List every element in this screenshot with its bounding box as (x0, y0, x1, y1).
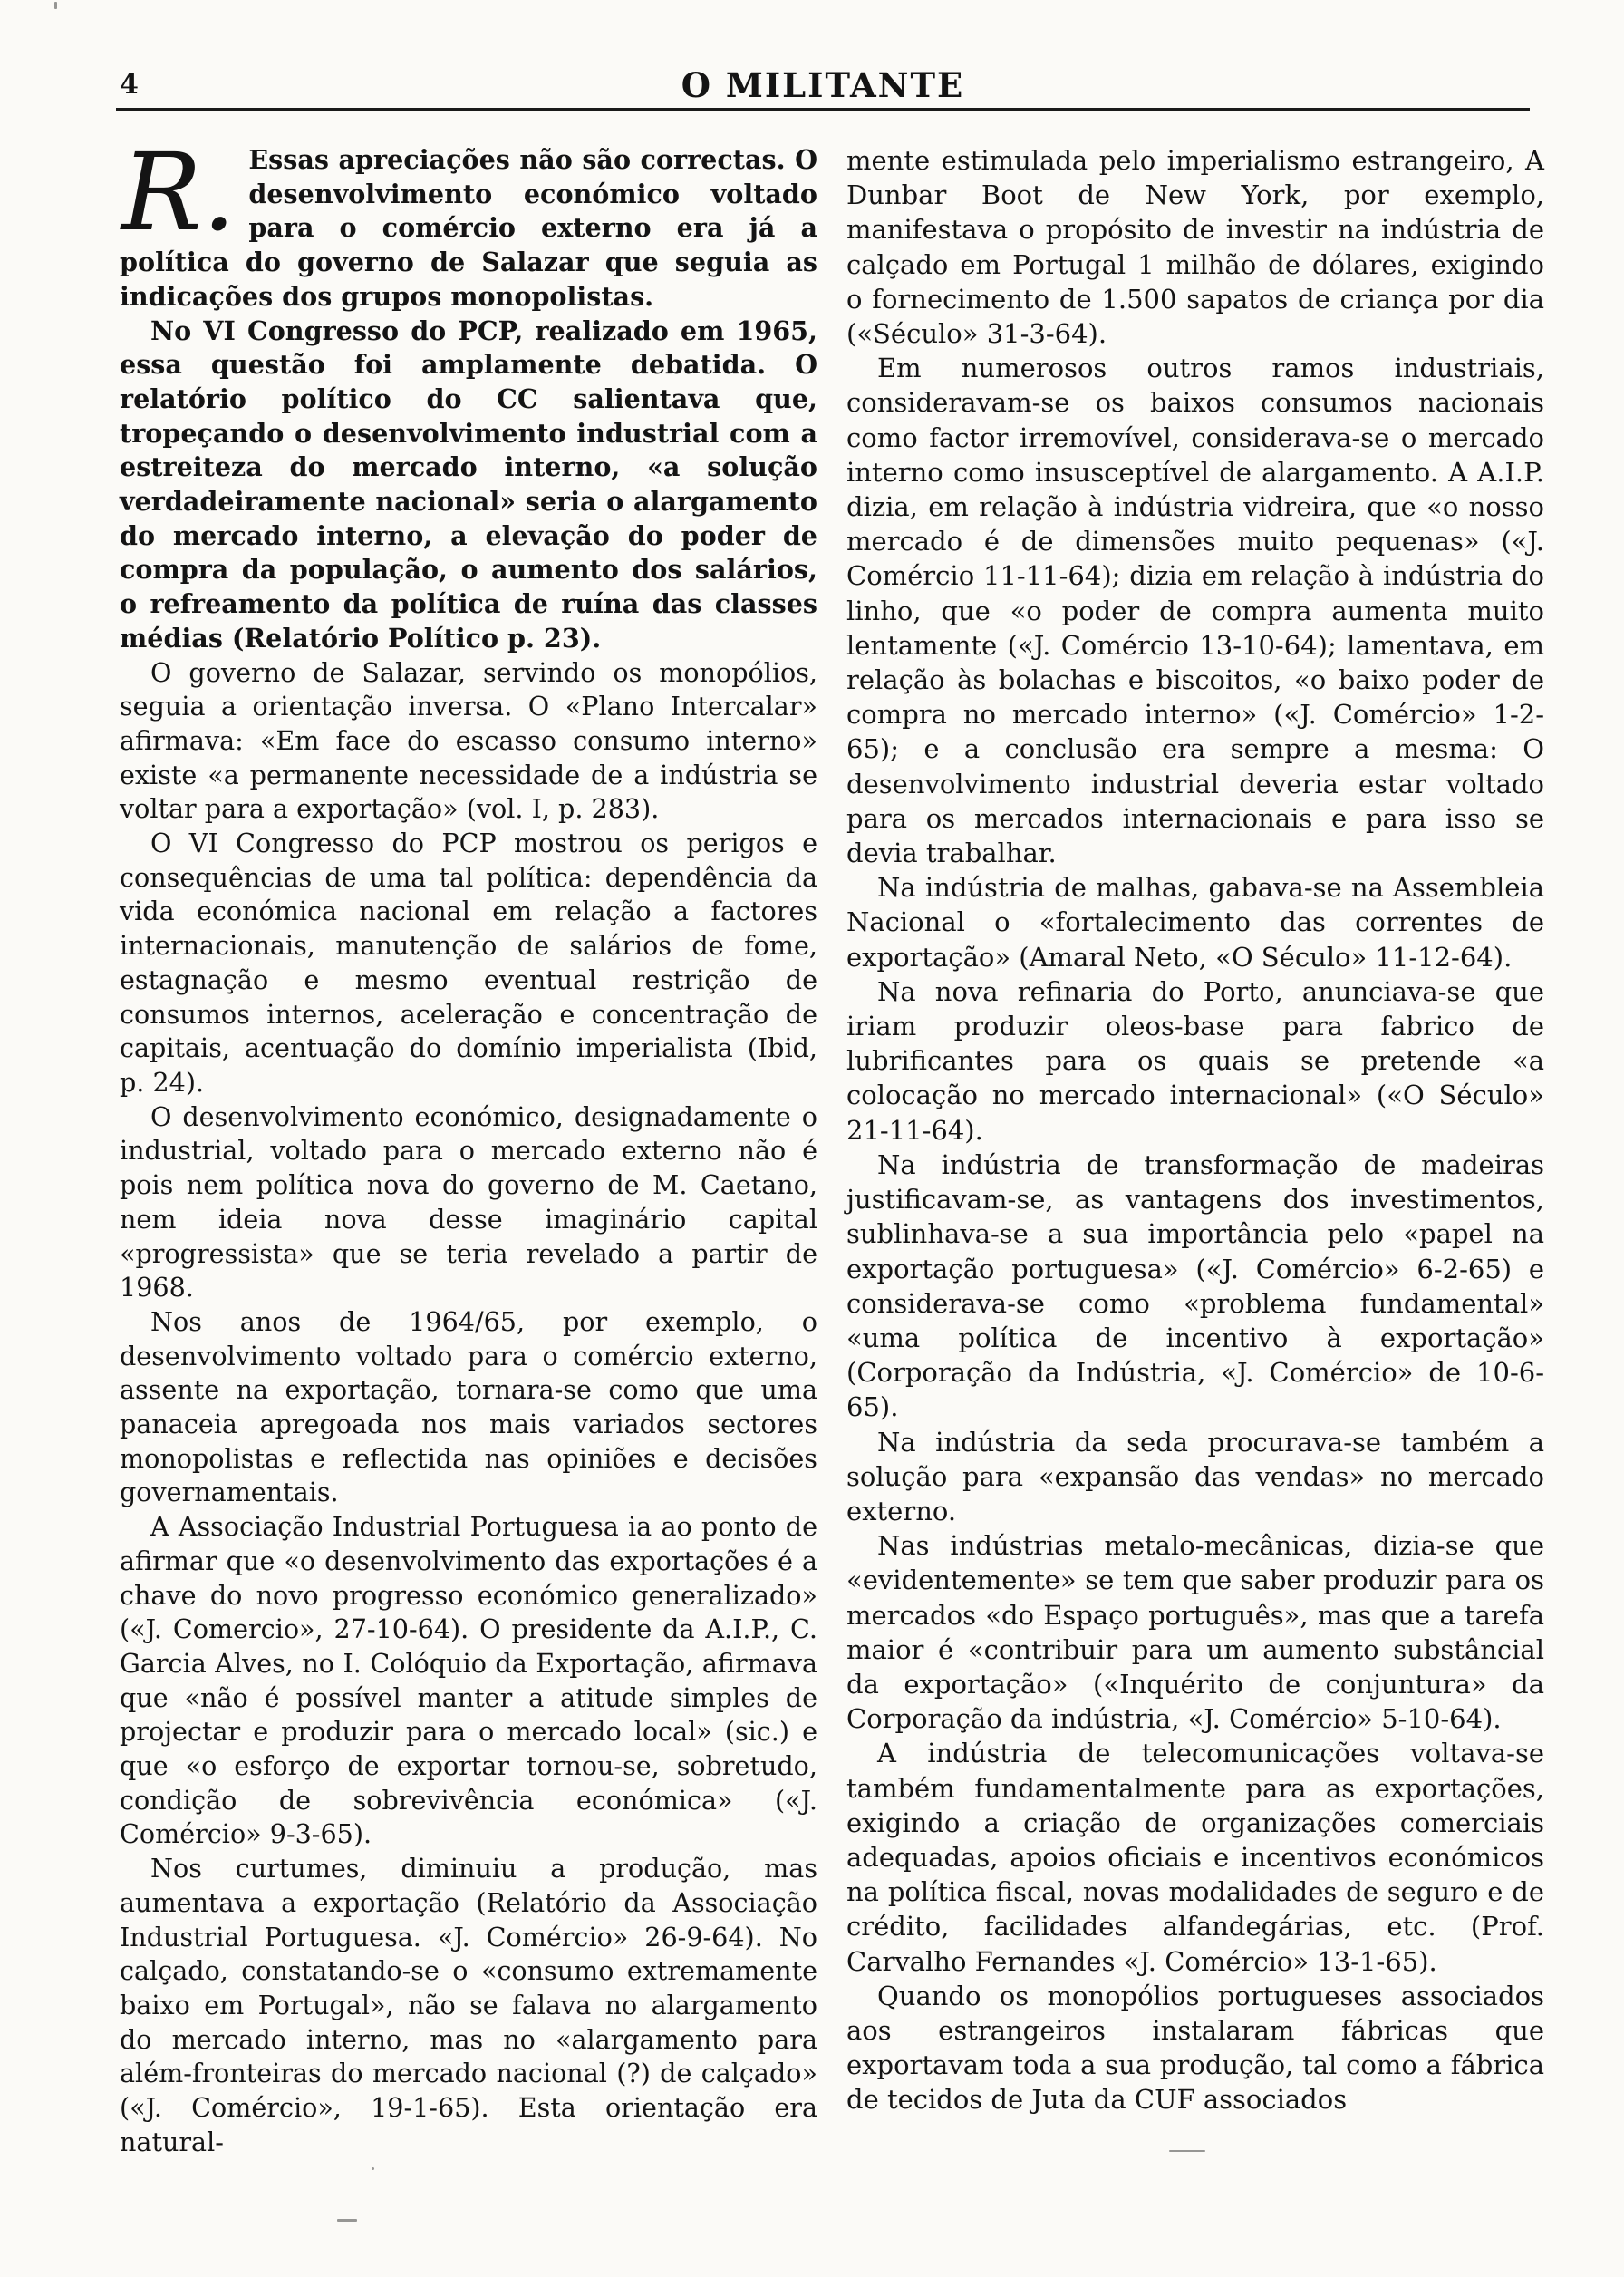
paragraph: Nos curtumes, diminuiu a produção, mas aumentava a exportação (Relatório da Associação Industrial Portuguesa. «J. Comércio» 26-9-64). No calçado, constatando-se o «consumo extremamente baixo em Portugal», não se falava no alargamento do mercado interno, mas no «alargamento para além-fronteiras do mercado nacional (?) de calçado» («J. Comércio», 19-1-65). Esta orientação era natural- (120, 1853, 817, 2157)
right-column (846, 143, 1544, 2117)
print-speck (337, 2219, 357, 2222)
paragraph: Na indústria de malhas, gabava-se na Assembleia Nacional o «fortalecimento das correntes de exportação» (Amaral Neto, «O Século» 11-12-64). (846, 872, 1544, 973)
paragraph: Na nova refinaria do Porto, anunciava-se que iriam produzir oleos-base para fabrico de lubrificantes para os quais se pretende «a colocação no mercado internacional» («O Século» 21-11-64). (846, 975, 1544, 1146)
paragraph: Nas indústrias metalo-mecânicas, dizia-se que «evidentemente» se tem que saber produzir para os mercados «do Espaço português», mas que a tarefa maior é «contribuir para um aumento substâncial da exportação» («Inquérito de conjuntura» da Corporação da indústria, «J. Comércio» 5-10-64). (846, 1530, 1544, 1735)
paragraph-text: Essas apreciações não são correctas. O desenvolvimento económico voltado para o comércio externo era já a política do governo de Salazar que seguia as indicações dos grupos monopolistas. (120, 144, 817, 312)
drop-cap: R. (121, 130, 237, 255)
left-column (120, 130, 817, 2159)
paragraph: Na indústria de transformação de madeiras justificavam-se, as vantagens dos investimentos, sublinhava-se a sua importância pelo «papel na exportação portuguesa» («J. Comércio» 6-2-65) e considerava-se como «problema fundamental» «uma política de incentivo à exportação» (Corporação da Indústria, «J. Comércio» de 10-6-65). (846, 1148, 1544, 1423)
paragraph: Quando os monopólios portugueses associados aos estrangeiros instalaram fábricas que exportavam toda a sua produção, tal como a fábrica de tecidos de Juta da CUF associados (846, 1980, 1544, 2116)
print-speck (1169, 2150, 1205, 2152)
paragraph (120, 130, 817, 315)
header-rule (116, 108, 1530, 111)
paragraph: mente estimulada pelo imperialismo estrangeiro, A Dunbar Boot de New York, por exemplo, manifestava o propósito de investir na indústria de calçado em Portugal 1 milhão de dólares, exigindo o fornecimento de 1.500 sapatos de criança por dia («Século» 31-3-64). (846, 145, 1544, 350)
paragraph: O VI Congresso do PCP mostrou os perigos e consequências de uma tal política: dependência da vida económica nacional em relação a factores internacionais, manutenção de salários de fome, estagnação e mesmo eventual restrição de consumos internos, aceleração e concentração de capitais, acentuação do domínio imperialista (Ibid, p. 24). (120, 828, 817, 1098)
paragraph: No VI Congresso do PCP, realizado em 1965, essa questão foi amplamente debatida. O relatório político do CC salientava que, tropeçando o desenvolvimento industrial com a estreiteza do mercado interno, «a solução verdadeiramente nacional» seria o alargamento do mercado interno, a elevação do poder de compra da população, o aumento dos salários, o refreamento da política de ruína das classes médias (Relatório Político p. 23). (120, 315, 817, 654)
paragraph: O desenvolvimento económico, designadamente o industrial, voltado para o mercado externo não é pois nem política nova do governo de M. Caetano, nem ideia nova desse imaginário capital «progressista» que se teria revelado a partir de 1968. (120, 1100, 817, 1303)
paragraph: A indústria de telecomunicações voltava-se também fundamentalmente para as exportações, exigindo a criação de organizações comerciais adequadas, apoios oficiais e incentivos económicos na política fiscal, novas modalidades de seguro e de crédito, facilidades alfandegárias, etc. (Prof. Carvalho Fernandes «J. Comércio» 13-1-65). (846, 1738, 1544, 1977)
paragraph: Na indústria da seda procurava-se também a solução para «expansão das vendas» no mercado externo. (846, 1426, 1544, 1526)
print-speck (54, 2, 57, 9)
paragraph: O governo de Salazar, servindo os monopólios, seguia a orientação inversa. O «Plano Intercalar» afirmava: «Em face do escasso consumo interno» existe «a permanente necessidade de a indústria se voltar para a exportação» (vol. I, p. 283). (120, 656, 817, 825)
page-header (116, 56, 1530, 114)
paragraph: A Associação Industrial Portuguesa ia ao ponto de afirmar que «o desenvolvimento das exportações é a chave do novo progresso económico generalizado» («J. Comercio», 27-10-64). O presidente da A.I.P., C. Garcia Alves, no I. Colóquio da Exportação, afirmava que «não é possível manter a atitude simples de projectar e produzir para o mercado local» (sic.) e que «o esforço de exportar tornou-se, sobretudo, condição de sobrevivência económica» («J. Comércio» 9-3-65). (120, 1511, 817, 1850)
journal-title: O MILITANTE (681, 65, 965, 105)
print-speck (372, 2167, 374, 2170)
paragraph: Nos anos de 1964/65, por exemplo, o desenvolvimento voltado para o comércio externo, assente na exportação, tornara-se como que uma panaceia apregoada nos mais variados sectores monopolistas e reflectida nas opiniões e decisões governamentais. (120, 1305, 817, 1508)
paragraph: Em numerosos outros ramos industriais, consideravam-se os baixos consumos nacionais como factor irremovível, considerava-se o mercado interno como insusceptível de alargamento. A A.I.P. dizia, em relação à indústria vidreira, que «o nosso mercado é de dimensões muito pequenas» («J. Comércio 11-11-64); dizia em relação à indústria do linho, que «o poder de compra aumenta muito lentamente («J. Comércio 13-10-64); lamentava, em relação às bolachas e biscoitos, «o baixo poder de compra no mercado interno» («J. Comércio» 1-2-65); e a conclusão era sempre a mesma: O desenvolvimento industrial deveria estar voltado para os mercados internacionais e para isso se devia trabalhar. (846, 353, 1544, 869)
page-number: 4 (120, 69, 139, 101)
